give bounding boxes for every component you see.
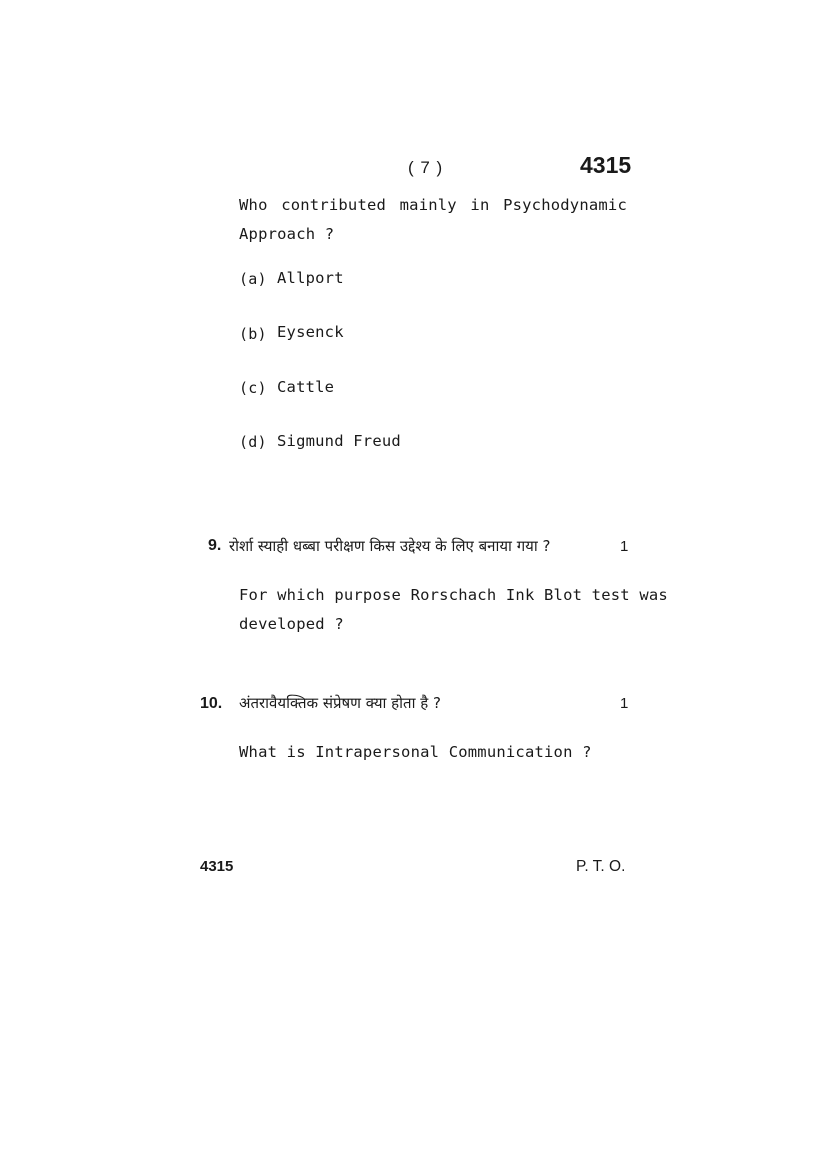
- question-9-hindi: रोर्शा स्याही धब्बा परीक्षण किस उद्देश्य के लिए बनाया गया ?: [229, 537, 551, 555]
- question-10-hindi: अंतरावैयक्तिक संप्रेषण क्या होता है ?: [239, 694, 441, 712]
- question-10-number: 10.: [200, 695, 223, 712]
- q8-word: in: [470, 196, 490, 214]
- q8-word: Who: [239, 196, 268, 214]
- question-9-english-line1: For which purpose Rorschach Ink Blot test was: [239, 586, 668, 604]
- question-8-text-line1: [239, 196, 627, 214]
- option-a-text: Allport: [277, 269, 344, 287]
- paper-code-header: 4315: [580, 152, 632, 178]
- q8-word: mainly: [399, 196, 457, 214]
- pto-label: P. T. O.: [576, 858, 626, 875]
- paper-code-footer: 4315: [200, 858, 234, 875]
- question-9-number: 9.: [208, 537, 222, 554]
- option-a-label: (a): [239, 270, 267, 288]
- option-c-label: (c): [239, 379, 267, 397]
- q8-word: contributed: [281, 196, 387, 214]
- option-d-text: Sigmund Freud: [277, 432, 401, 450]
- question-8-text-line2: Approach ?: [239, 225, 335, 243]
- question-10-marks: 1: [620, 695, 629, 712]
- question-10-english: What is Intrapersonal Communication ?: [239, 743, 592, 761]
- option-b-label: (b): [239, 325, 267, 343]
- question-9-marks: 1: [620, 538, 629, 555]
- q8-word: Psychodynamic: [503, 196, 627, 214]
- question-9-english-line2: developed ?: [239, 615, 344, 633]
- option-c-text: Cattle: [277, 378, 335, 396]
- page-number: ( 7 ): [408, 158, 444, 177]
- option-b-text: Eysenck: [277, 323, 344, 341]
- option-d-label: (d): [239, 433, 267, 451]
